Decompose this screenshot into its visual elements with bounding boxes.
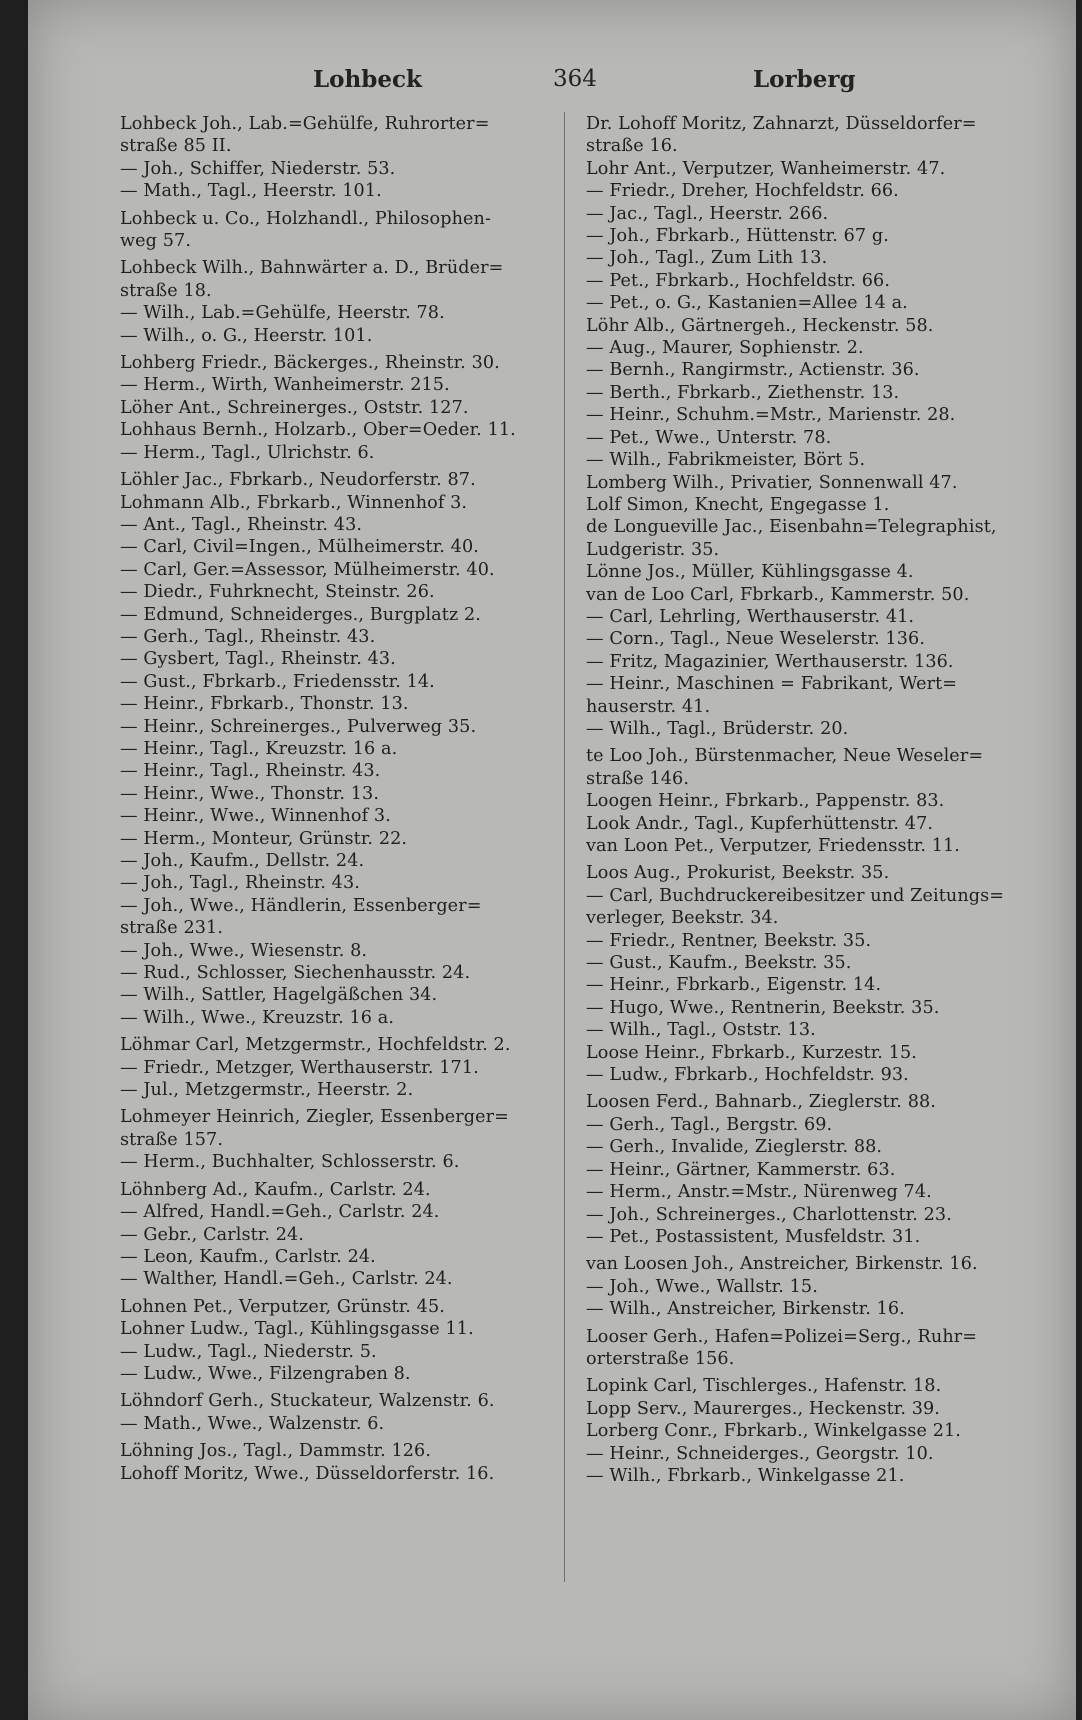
directory-entry: — Friedr., Dreher, Hochfeldstr. 66. (586, 181, 899, 202)
left-column (120, 113, 550, 1485)
directory-entry: — Herm., Monteur, Grünstr. 22. (120, 828, 408, 849)
directory-entry: — Pet., Fbrkarb., Hochfeldstr. 66. (586, 270, 891, 291)
directory-entry: — Walther, Handl.=Geh., Carlstr. 24. (120, 1269, 453, 1290)
directory-entry: — Ludw., Tagl., Niederstr. 5. (120, 1341, 377, 1362)
directory-entry: Loogen Heinr., Fbrkarb., Pappenstr. 83. (586, 791, 945, 812)
directory-entry: — Hugo, Wwe., Rentnerin, Beekstr. 35. (586, 997, 940, 1018)
directory-entry-continuation: verleger, Beekstr. 34. (586, 908, 779, 929)
directory-entry: — Corn., Tagl., Neue Weselerstr. 136. (586, 629, 926, 650)
directory-entry: — Wilh., Fbrkarb., Winkelgasse 21. (586, 1465, 905, 1486)
directory-entry: — Ludw., Fbrkarb., Hochfeldstr. 93. (586, 1065, 909, 1086)
directory-entry: — Heinr., Gärtner, Kammerstr. 63. (586, 1159, 896, 1180)
directory-entry: — Joh., Fbrkarb., Hüttenstr. 67 g. (586, 226, 889, 247)
page-number: 364 (553, 66, 597, 92)
directory-entry: — Herm., Tagl., Ulrichstr. 6. (120, 442, 375, 463)
directory-entry: Lohner Ludw., Tagl., Kühlingsgasse 11. (120, 1319, 474, 1340)
directory-entry: — Fritz, Magazinier, Werthauserstr. 136. (586, 651, 954, 672)
directory-entry: — Friedr., Rentner, Beekstr. 35. (586, 930, 872, 951)
directory-entry: — Heinr., Fbrkarb., Thonstr. 13. (120, 694, 409, 715)
directory-entry: — Wilh., Anstreicher, Birkenstr. 16. (586, 1299, 905, 1320)
directory-entry: Löhnberg Ad., Kaufm., Carlstr. 24. (120, 1179, 431, 1200)
directory-entry: — Joh., Schiffer, Niederstr. 53. (120, 158, 396, 179)
directory-entry: — Herm., Buchhalter, Schlosserstr. 6. (120, 1152, 460, 1173)
directory-entry: — Wilh., Tagl., Brüderstr. 20. (586, 718, 849, 739)
directory-entry: — Friedr., Metzger, Werthauserstr. 171. (120, 1057, 479, 1078)
directory-entry: Loos Aug., Prokurist, Beekstr. 35. (586, 863, 890, 884)
directory-entry: — Ludw., Wwe., Filzengraben 8. (120, 1363, 411, 1384)
directory-entry: — Leon, Kaufm., Carlstr. 24. (120, 1246, 376, 1267)
directory-entry: — Gerh., Tagl., Rheinstr. 43. (120, 626, 376, 647)
directory-page (28, 0, 1076, 1720)
directory-entry: Lomberg Wilh., Privatier, Sonnenwall 47. (586, 472, 958, 493)
directory-entry: de Longueville Jac., Eisenbahn=Telegraphist, (586, 517, 997, 538)
directory-entry: — Joh., Wwe., Händlerin, Essenberger= (120, 895, 482, 916)
directory-entry: — Pet., Postassistent, Musfeldstr. 31. (586, 1226, 921, 1247)
directory-entry: — Pet., o. G., Kastanien=Allee 14 a. (586, 293, 908, 314)
directory-entry: van de Loo Carl, Fbrkarb., Kammerstr. 50. (586, 584, 970, 605)
directory-entry-continuation: straße 231. (120, 918, 224, 939)
directory-entry: — Heinr., Maschinen = Fabrikant, Wert= (586, 674, 958, 695)
directory-entry: — Rud., Schlosser, Siechenhausstr. 24. (120, 963, 471, 984)
directory-entry: — Carl, Lehrling, Werthauserstr. 41. (586, 606, 915, 627)
directory-entry-continuation: weg 57. (120, 231, 192, 252)
directory-entry: Lopp Serv., Maurerges., Heckenstr. 39. (586, 1398, 940, 1419)
directory-entry: — Berth., Fbrkarb., Ziethenstr. 13. (586, 382, 900, 403)
directory-entry: — Wilh., Tagl., Oststr. 13. (586, 1020, 816, 1041)
directory-entry: — Herm., Anstr.=Mstr., Nürenweg 74. (586, 1182, 932, 1203)
directory-entry: — Herm., Wirth, Wanheimerstr. 215. (120, 375, 450, 396)
column-divider (564, 112, 565, 1582)
directory-entry: Lopink Carl, Tischlerges., Hafenstr. 18. (586, 1376, 942, 1397)
directory-entry: Löhndorf Gerh., Stuckateur, Walzenstr. 6. (120, 1391, 495, 1412)
directory-entry: Löhning Jos., Tagl., Dammstr. 126. (120, 1441, 432, 1462)
directory-entry: Löhler Jac., Fbrkarb., Neudorferstr. 87. (120, 470, 476, 491)
directory-entry: van Loon Pet., Verputzer, Friedensstr. 11. (586, 836, 961, 856)
directory-entry-continuation: straße 157. (120, 1129, 224, 1150)
directory-entry: — Bernh., Rangirmstr., Actienstr. 36. (586, 360, 920, 381)
directory-entry: — Heinr., Wwe., Thonstr. 13. (120, 783, 380, 804)
directory-entry: Lohr Ant., Verputzer, Wanheimerstr. 47. (586, 158, 946, 179)
directory-entry: te Loo Joh., Bürstenmacher, Neue Weseler= (586, 746, 984, 767)
directory-entry: — Alfred, Handl.=Geh., Carlstr. 24. (120, 1202, 440, 1223)
directory-entry: — Jac., Tagl., Heerstr. 266. (586, 203, 829, 224)
directory-entry: Loose Heinr., Fbrkarb., Kurzestr. 15. (586, 1042, 917, 1063)
directory-entry: — Diedr., Fuhrknecht, Steinstr. 26. (120, 582, 435, 603)
directory-entry: — Ant., Tagl., Rheinstr. 43. (120, 514, 363, 535)
directory-entry: — Gysbert, Tagl., Rheinstr. 43. (120, 649, 396, 670)
directory-entry: — Joh., Tagl., Rheinstr. 43. (120, 873, 360, 894)
directory-entry: Lolf Simon, Knecht, Engegasse 1. (586, 494, 890, 515)
directory-entry: — Wilh., Sattler, Hagelgäßchen 34. (120, 985, 438, 1006)
directory-entry: — Heinr., Wwe., Winnenhof 3. (120, 806, 391, 827)
directory-entry: — Math., Wwe., Walzenstr. 6. (120, 1413, 385, 1434)
directory-entry: — Joh., Tagl., Zum Lith 13. (586, 248, 828, 269)
running-head-right: Lorberg (753, 66, 856, 93)
directory-entry: Lorberg Conr., Fbrkarb., Winkelgasse 21. (586, 1421, 961, 1442)
directory-entry-continuation: straße 146. (586, 768, 690, 789)
directory-entry: — Heinr., Tagl., Kreuzstr. 16 a. (120, 738, 398, 759)
directory-entry: — Carl, Civil=Ingen., Mülheimerstr. 40. (120, 537, 479, 558)
directory-entry-continuation: straße 18. (120, 280, 212, 301)
directory-entry: — Wilh., Lab.=Gehülfe, Heerstr. 78. (120, 303, 445, 324)
right-column (586, 113, 1036, 1487)
directory-entry: Lohoff Moritz, Wwe., Düsseldorferstr. 16. (120, 1463, 495, 1484)
directory-entry: — Carl, Buchdruckereibesitzer und Zeitungs= (586, 885, 1005, 906)
directory-entry: — Heinr., Fbrkarb., Eigenstr. 14. (586, 975, 882, 996)
directory-entry: — Wilh., Wwe., Kreuzstr. 16 a. (120, 1007, 395, 1028)
directory-entry: Dr. Lohoff Moritz, Zahnarzt, Düsseldorfer= (586, 114, 977, 134)
directory-entry: — Math., Tagl., Heerstr. 101. (120, 181, 382, 202)
directory-entry: — Carl, Ger.=Assessor, Mülheimerstr. 40. (120, 559, 495, 580)
directory-entry: — Gust., Kaufm., Beekstr. 35. (586, 953, 852, 974)
directory-entry: Löhr Alb., Gärtnergeh., Heckenstr. 58. (586, 315, 934, 336)
directory-entry: — Pet., Wwe., Unterstr. 78. (586, 427, 832, 448)
directory-entry: Looser Gerh., Hafen=Polizei=Serg., Ruhr= (586, 1326, 978, 1347)
directory-entry: — Heinr., Schreinerges., Pulverweg 35. (120, 716, 477, 737)
directory-entry: — Gust., Fbrkarb., Friedensstr. 14. (120, 671, 435, 692)
directory-entry: — Joh., Wwe., Wiesenstr. 8. (120, 940, 368, 961)
directory-entry: — Aug., Maurer, Sophienstr. 2. (586, 338, 864, 359)
directory-entry: Lohnen Pet., Verputzer, Grünstr. 45. (120, 1296, 445, 1317)
directory-entry: Loosen Ferd., Bahnarb., Zieglerstr. 88. (586, 1092, 936, 1113)
directory-entry: Löher Ant., Schreinerges., Oststr. 127. (120, 397, 469, 418)
directory-entry: — Wilh., o. G., Heerstr. 101. (120, 325, 373, 346)
directory-entry-continuation: hauserstr. 41. (586, 696, 711, 717)
directory-entry: Lönne Jos., Müller, Kühlingsgasse 4. (586, 562, 914, 583)
directory-entry: — Wilh., Fabrikmeister, Bört 5. (586, 450, 866, 471)
directory-entry: — Heinr., Schneiderges., Georgstr. 10. (586, 1443, 934, 1464)
directory-entry-continuation: straße 16. (586, 136, 678, 157)
directory-entry: — Gerh., Invalide, Zieglerstr. 88. (586, 1137, 883, 1158)
directory-entry: Look Andr., Tagl., Kupferhüttenstr. 47. (586, 813, 934, 834)
directory-entry-continuation: orterstraße 156. (586, 1348, 735, 1369)
directory-entry: — Jul., Metzgermstr., Heerstr. 2. (120, 1080, 414, 1101)
directory-entry: Lohbeck Wilh., Bahnwärter a. D., Brüder= (120, 258, 504, 279)
directory-entry: — Heinr., Schuhm.=Mstr., Marienstr. 28. (586, 405, 956, 426)
running-head-left: Lohbeck (313, 66, 422, 93)
directory-entry: Lohmeyer Heinrich, Ziegler, Essenberger= (120, 1107, 509, 1128)
page-header (28, 66, 1076, 96)
directory-entry: Lohbeck Joh., Lab.=Gehülfe, Ruhrorter= (120, 114, 490, 134)
directory-entry: Lohmann Alb., Fbrkarb., Winnenhof 3. (120, 492, 468, 513)
directory-entry: Lohberg Friedr., Bäckerges., Rheinstr. 30. (120, 353, 500, 374)
directory-entry: — Gerh., Tagl., Bergstr. 69. (586, 1114, 833, 1135)
directory-entry: Lohbeck u. Co., Holzhandl., Philosophen- (120, 208, 491, 229)
directory-entry: — Joh., Wwe., Wallstr. 15. (586, 1276, 818, 1297)
directory-entry-continuation: straße 85 II. (120, 136, 232, 157)
directory-entry: Lohhaus Bernh., Holzarb., Ober=Oeder. 11. (120, 420, 516, 441)
directory-entry: — Edmund, Schneiderges., Burgplatz 2. (120, 604, 481, 625)
directory-entry: Löhmar Carl, Metzgermstr., Hochfeldstr. 2. (120, 1035, 511, 1056)
directory-entry: — Heinr., Tagl., Rheinstr. 43. (120, 761, 381, 782)
directory-entry: — Gebr., Carlstr. 24. (120, 1224, 304, 1245)
directory-entry-continuation: Ludgeristr. 35. (586, 539, 720, 560)
directory-entry: — Joh., Kaufm., Dellstr. 24. (120, 851, 365, 871)
directory-entry: — Joh., Schreinerges., Charlottenstr. 23. (586, 1204, 952, 1225)
directory-entry: van Loosen Joh., Anstreicher, Birkenstr. 16. (586, 1254, 978, 1275)
